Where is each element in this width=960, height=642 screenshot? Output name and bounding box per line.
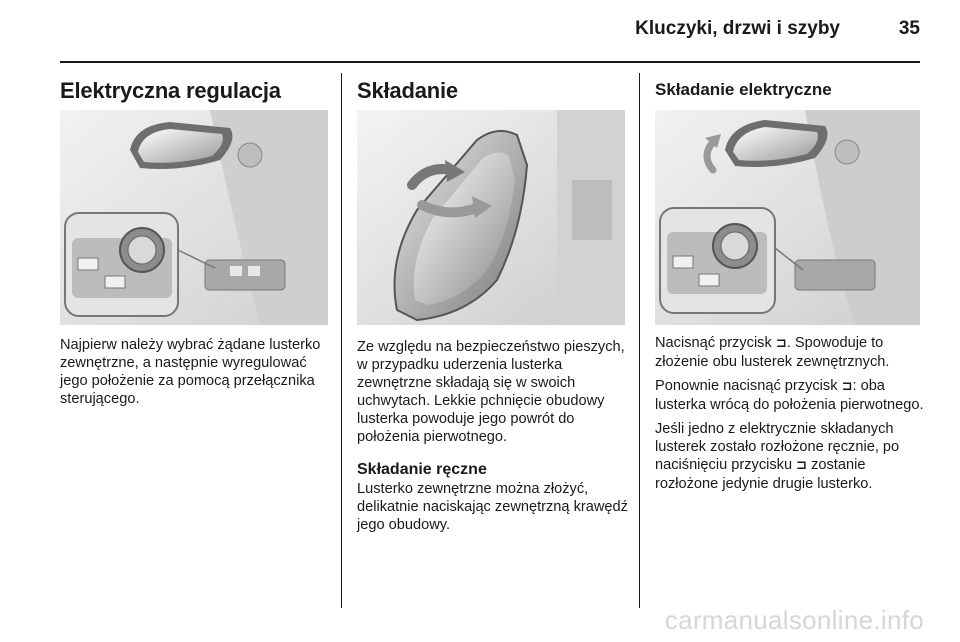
col3-paragraph-3 [655,420,927,493]
col3-paragraph-1 [655,334,927,371]
col2-body-text: Ze względu na bezpieczeństwo pieszych, w przypadku uderzenia lusterka zewnętrzne składają się w swoich uchwytach. Lekkie pchnięcie obudowy lusterka powoduje jego powrót do położenia pierwotnego. [357,339,625,445]
electric-fold-illustration [655,110,920,325]
page-number: 35 [898,18,920,39]
column-divider-2 [639,73,640,608]
mirror-fold-illustration [357,110,625,325]
col3-p3-end: zostanie rozłożone jedynie drugie lusterko. [655,457,873,492]
mirror-fold-icon: ⊐ [775,336,787,351]
subheading-manual-folding: Składanie ręczne [357,461,487,478]
col3-p2-end: : oba lusterka wrócą do położenia pierwotnego. [655,378,924,413]
section-heading-folding: Składanie [357,78,458,103]
col1-body-text: Najpierw należy wybrać żądane lusterko zewnętrzne, a następnie wyregulować jego położenie za pomocą przełącznika sterującego. [60,337,321,407]
col2-body-block [357,338,629,534]
col3-p1-end: . Spowoduje to złożenie obu lusterek zewnętrznych. [655,335,890,370]
col3-paragraph-2 [655,377,927,414]
running-header-title: Kluczyki, drzwi i szyby [635,18,840,39]
col3-p1-start: Nacisnąć przycisk [655,335,776,351]
watermark: carmanualsonline.info [664,605,924,635]
column-divider-1 [341,73,342,608]
col2-sub-body-text: Lusterko zewnętrzne można złożyć, delikatnie naciskając zewnętrzną krawędź jego obudowy. [357,481,628,533]
header-rule [60,61,920,63]
section-heading-electric-folding: Składanie elektryczne [655,80,832,99]
mirror-adjust-illustration [60,110,328,325]
col3-p2-start: Ponownie nacisnąć przycisk [655,378,842,394]
section-heading-electric-adjustment: Elektryczna regulacja [60,78,281,103]
col3-p3-start: Jeśli jedno z elektrycznie składanych lusterek zostało rozłożone ręcznie, po naciśnięciu przycisku [655,421,900,473]
col3-body-block [655,334,927,499]
mirror-fold-icon: ⊐ [841,379,853,394]
mirror-fold-icon: ⊐ [796,458,808,473]
